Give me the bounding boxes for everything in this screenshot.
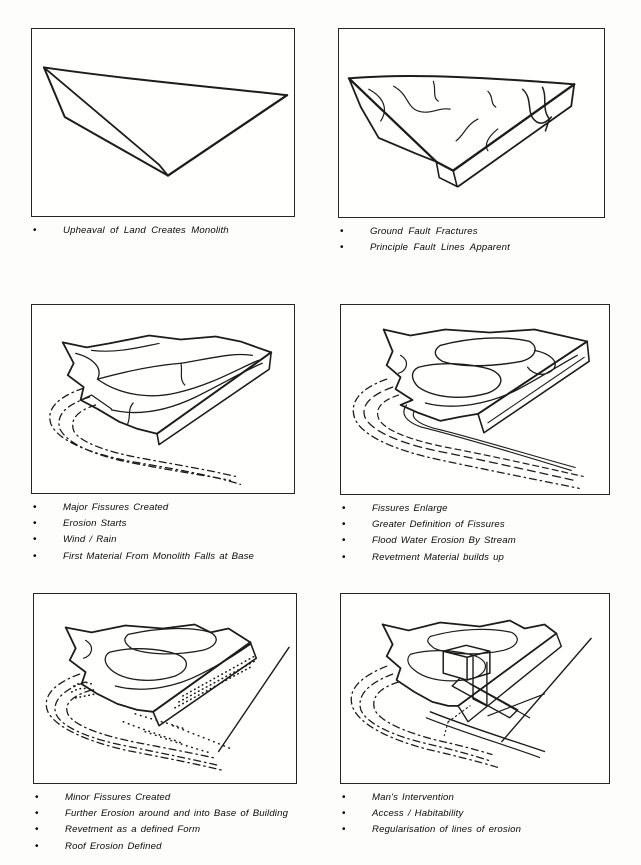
caption-text: Principle Fault Lines Apparent <box>370 242 510 254</box>
caption-list <box>338 226 605 258</box>
caption-item <box>338 226 605 242</box>
bullet-icon: • <box>35 808 39 820</box>
panel-stage-4 <box>340 304 610 568</box>
bullet-icon: • <box>35 824 39 836</box>
caption-item <box>31 551 295 567</box>
mans-intervention-sketch <box>341 594 609 783</box>
caption-list <box>31 502 295 567</box>
caption-item <box>33 808 297 824</box>
caption-item <box>33 824 297 840</box>
panel-stage-3 <box>31 304 295 567</box>
bullet-icon: • <box>33 225 37 236</box>
caption-item <box>33 841 297 857</box>
caption-item <box>340 535 610 551</box>
bullet-icon: • <box>342 535 346 547</box>
caption-list <box>340 503 610 568</box>
caption-list <box>31 225 295 241</box>
major-fissures-erosion-sketch <box>32 305 294 493</box>
bullet-icon: • <box>340 226 344 237</box>
caption-text: Access / Habitability <box>372 808 464 820</box>
caption-text: Regularisation of lines of erosion <box>372 824 522 836</box>
caption-item <box>31 225 295 241</box>
panel-stage-5 <box>33 593 297 857</box>
bullet-icon: • <box>35 840 39 852</box>
caption-text: Further Erosion around and into Base of Building <box>65 808 289 820</box>
bullet-icon: • <box>33 534 37 546</box>
bullet-icon: • <box>342 503 346 514</box>
caption-list <box>33 792 297 857</box>
bullet-icon: • <box>342 551 346 563</box>
drawing-frame <box>340 304 610 495</box>
drawing-frame <box>340 593 610 784</box>
caption-text: Minor Fissures Created <box>65 792 171 803</box>
caption-item <box>33 792 297 808</box>
caption-text: Ground Fault Fractures <box>370 226 478 237</box>
caption-item <box>338 242 605 258</box>
panel-stage-1 <box>31 28 295 241</box>
caption-item <box>31 534 295 550</box>
caption-item <box>340 808 610 824</box>
caption-text: Erosion Starts <box>63 518 127 530</box>
drawing-frame <box>338 28 605 218</box>
caption-text: Revetment Material builds up <box>372 551 505 563</box>
bullet-icon: • <box>342 824 346 836</box>
drawing-frame <box>33 593 297 784</box>
drawing-frame <box>31 28 295 217</box>
fractured-monolith-sketch <box>339 29 604 217</box>
bullet-icon: • <box>35 792 39 803</box>
panel-stage-6 <box>340 593 610 841</box>
caption-list <box>340 792 610 841</box>
caption-text: Man's Intervention <box>372 792 454 803</box>
caption-text: Major Fissures Created <box>63 502 169 513</box>
revetment-defined-form-sketch <box>34 594 296 783</box>
bullet-icon: • <box>342 519 346 531</box>
caption-item <box>340 792 610 808</box>
drawing-frame <box>31 304 295 494</box>
caption-text: Flood Water Erosion By Stream <box>372 535 516 547</box>
caption-item <box>340 503 610 519</box>
caption-text: Wind / Rain <box>63 534 117 546</box>
caption-text: Upheaval of Land Creates Monolith <box>63 225 229 236</box>
bullet-icon: • <box>340 242 344 254</box>
caption-text: First Material From Monolith Falls at Base <box>63 550 255 562</box>
panel-stage-2 <box>338 28 605 258</box>
caption-text: Roof Erosion Defined <box>65 840 162 852</box>
bullet-icon: • <box>342 808 346 820</box>
caption-item <box>340 552 610 568</box>
caption-item <box>31 502 295 518</box>
caption-text: Fissures Enlarge <box>372 503 448 514</box>
caption-text: Revetment as a defined Form <box>65 824 201 836</box>
bullet-icon: • <box>33 550 37 562</box>
bullet-icon: • <box>33 502 37 513</box>
caption-item <box>31 518 295 534</box>
caption-item <box>340 824 610 840</box>
enlarged-fissures-stream-sketch <box>341 305 609 494</box>
bullet-icon: • <box>33 518 37 530</box>
bullet-icon: • <box>342 792 346 803</box>
monolith-outline-sketch <box>32 29 294 216</box>
caption-item <box>340 519 610 535</box>
caption-text: Greater Definition of Fissures <box>372 519 505 531</box>
